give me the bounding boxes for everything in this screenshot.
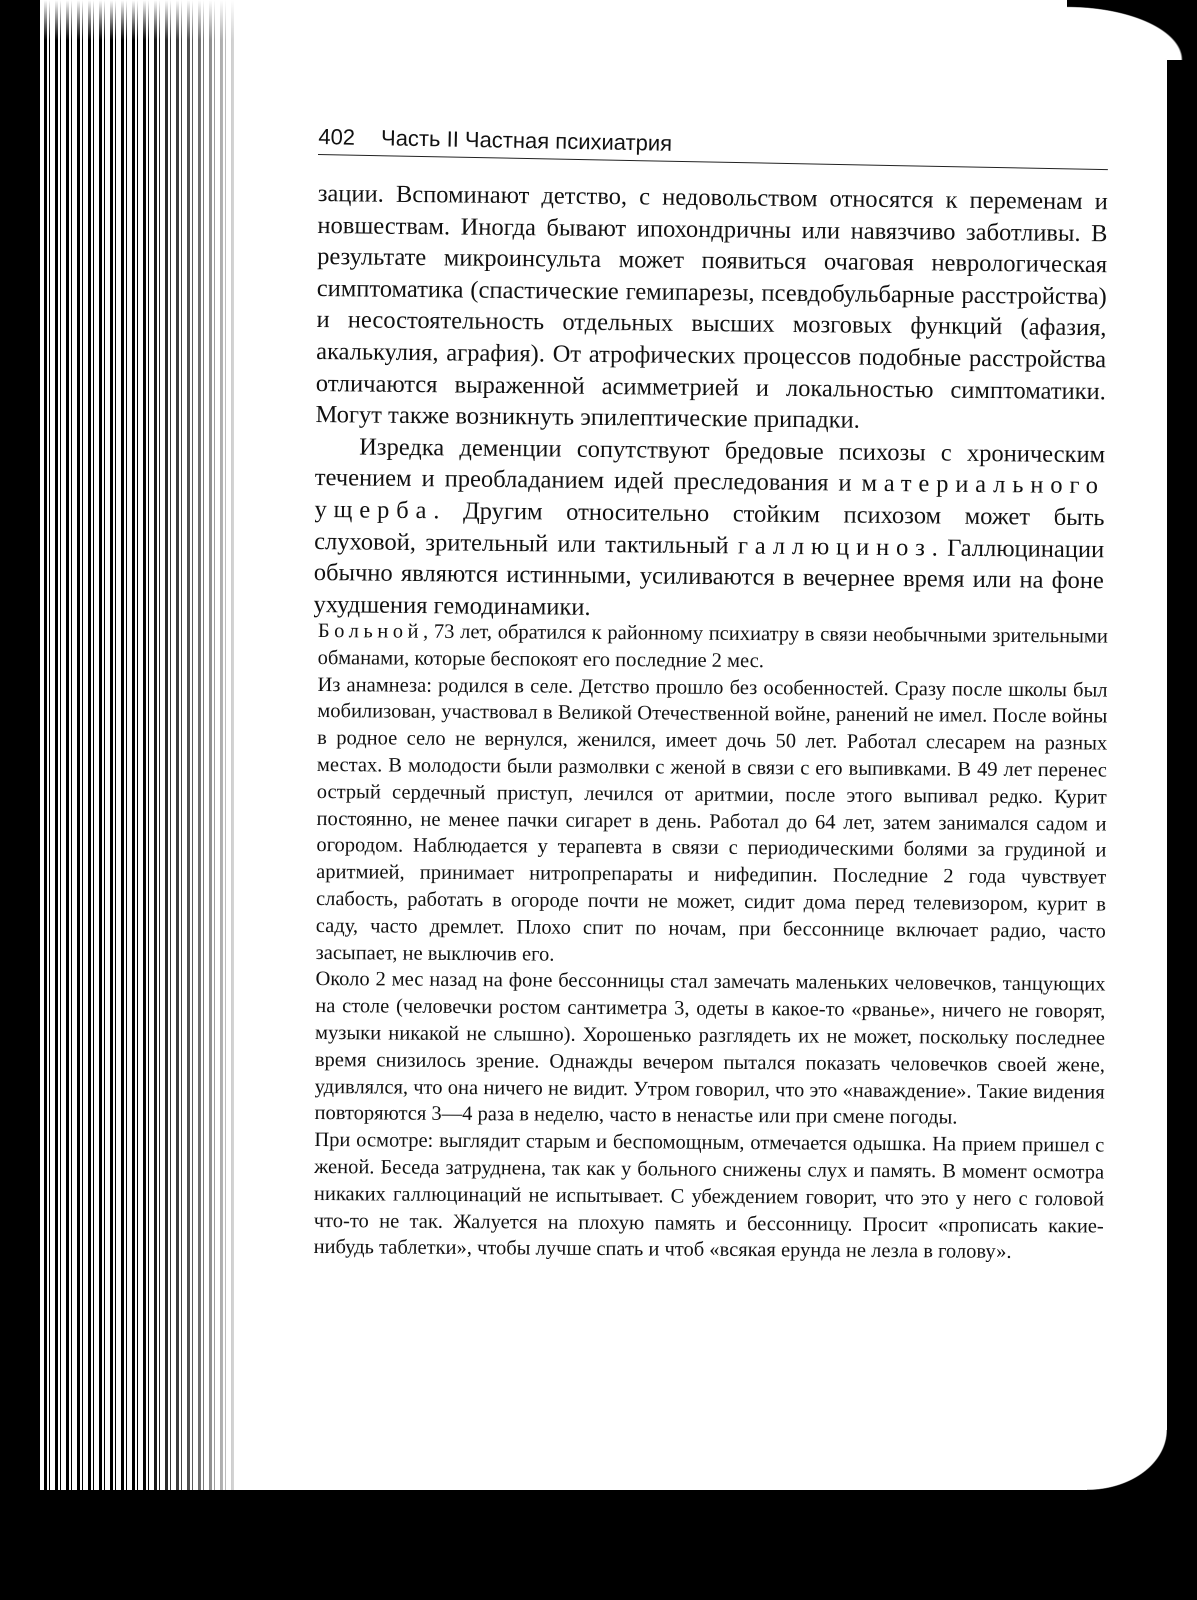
text-run: . Другим относительно стойким психозом может быть слуховой, зрительный или тактильный bbox=[314, 497, 1105, 559]
text-run: . Галлюцинации обычно являются истинными, усиливаются в вечернее время или на фоне ухудшения гемодинамики. bbox=[313, 533, 1105, 621]
text-run: Изредка деменции сопутствуют бредовые психозы с хроническим течением и преобладанием идей преследования и bbox=[314, 433, 1106, 498]
scan-top-corner bbox=[1067, 0, 1197, 60]
case-study bbox=[314, 618, 1108, 1267]
case-paragraph: Около 2 мес назад на фоне бессонницы стал замечать маленьких человечков, танцующих на столе (человечки ростом сантиметра 3, одеты в какое-то «рванье», ничего не говорят, музыки никакой не слышно). Хорошенько разглядеть их не может, поскольку последнее время снизилось зрение. Однажды вечером пытался показать человечков своей жене, удивлялся, что она ничего не видит. Утром говорил, что это «наваждение». Такие видения повторяются 3—4 раза в неделю, часто в ненастье или при смене погоды. bbox=[314, 968, 1106, 1129]
scan-bottom-shadow bbox=[0, 1490, 1197, 1600]
running-head bbox=[318, 124, 1108, 170]
paragraph bbox=[313, 431, 1105, 629]
page-number: 402 bbox=[318, 124, 356, 150]
scan-left-shadow bbox=[0, 0, 40, 1490]
page-corner-curve bbox=[1087, 1430, 1167, 1490]
scan-right-shadow bbox=[1167, 0, 1197, 1600]
text-run: , 73 лет, обратился к районному психиатру в связи необычными зрительными обманами, которые беспокоят его последние 2 мес. bbox=[317, 620, 1108, 672]
case-paragraph: При осмотре: выглядит старым и беспомощным, отмечается одышка. На прием пришел с женой. Беседа затруднена, так как у больного снижены слух и память. В момент осмотра никаких галлюцинаций не испытывает. С убеждением говорит, что это у него с головой что-то не так. Жалуется на плохую память и бессонницу. Просит «прописать какие-нибудь таблетки», чтобы лучше спать и чтоб «всякая ерунда не лезла в голову». bbox=[313, 1129, 1105, 1264]
spaced-term: галлюциноз bbox=[737, 531, 932, 561]
case-paragraph bbox=[318, 618, 1108, 677]
paragraph: зации. Вспоминают детство, с недовольством относятся к переменам и новшествам. Иногда бывают ипохондричны или навязчиво заботливы. В результате микроинсульта может появиться очаговая неврологическая симптоматика (спастические гемипарезы, псевдобульбарные расстройства) и несостоятельность отдельных высших мозговых функций (афазия, акалькулия, аграфия). От атрофических процессов подобные расстройства отличаются выраженной асимметрией и локальностью симптоматики. Могут также возникнуть эпилептические припадки. bbox=[315, 179, 1108, 434]
spaced-term: материального ущерба bbox=[314, 470, 1105, 525]
case-paragraph: Из анамнеза: родился в селе. Детство прошло без особенностей. Сразу после школы был мобилизован, участвовал в Великой Отечественной войне, ранений не имел. После войны в родное село не вернулся, женился, имеет дочь 50 лет. Работал слесарем на разных местах. В молодости были размолвки с женой в связи с его выпивками. В 49 лет перенес острый сердечный приступ, лечился от аритмии, после этого выпивал редко. Курит постоянно, не менее пачки сигарет в день. Работал до 64 лет, затем занимался садом и огородом. Наблюдается у терапевта в связи с периодическими болями за грудиной и аритмией, принимает нитропрепараты и нифедипин. Последние 2 года чувствует слабость, работать в огороде почти не может, сидит дома перед телевизором, курит в саду, часто дремлет. Плохо спит по ночам, при бессоннице включает радио, часто засыпает, не выключив его. bbox=[315, 673, 1108, 966]
spaced-term: Больной bbox=[317, 619, 424, 643]
main-text bbox=[313, 178, 1108, 629]
section-title: Часть II Частная психиатрия bbox=[380, 125, 673, 156]
